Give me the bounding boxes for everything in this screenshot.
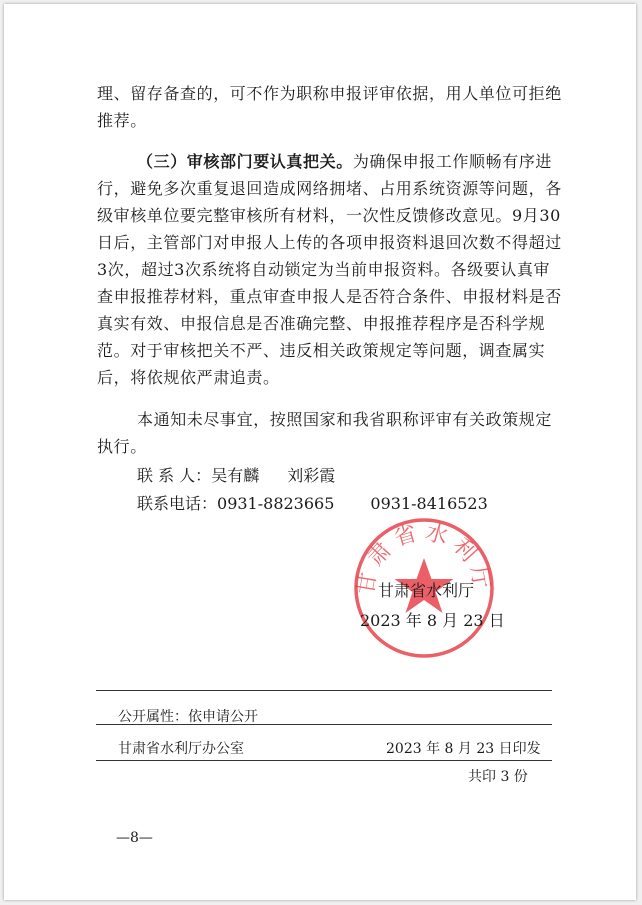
disclosure-attribute: 公开属性：依申请公开 [118,709,258,725]
signing-date: 2023 年 8 月 23 日 [360,611,505,630]
copies-printed: 共印 3 份 [468,769,528,785]
paragraph-1: 理、留存备查的，可不作为职称申报评审依据，用人单位可拒绝推荐。 [97,84,562,130]
paragraph-3: 本通知未尽事宜，按照国家和我省职称评审有关政策规定执行。 [97,410,553,456]
contact-person-line [137,465,335,487]
contact-phone-1: 0931-8823665 [217,494,335,513]
footer-rule-top [96,690,552,691]
contact-person-1: 吴有麟 [211,466,260,485]
signing-organization: 甘肃省水利厅 [378,581,475,600]
contact-phone-label: 联系电话： [137,494,218,513]
footer-rule-bottom [96,760,552,761]
document-page [4,4,636,900]
seal-text: 甘肃省水利厅 [353,519,495,597]
page-number: —8— [116,830,153,846]
section-heading-3: （三）审核部门要认真把关。 [137,152,353,171]
contact-phone-line [137,493,488,515]
paragraph-2-text: 为确保申报工作顺畅有序进行，避免多次重复退回造成网络拥堵、占用系统资源等问题，各级审核单位要完整审核所有材料，一次性反馈修改意见。9月30日后，主管部门对申报人上传的各项申报资料退回次数不得超过3次，超过3次系统将自动锁定为当前申报资料。各级要认真审查申报推荐材料，重点审查申报人是否符合条件、申报材料是否真实有效、申报信息是否准确完整、申报推荐程序是否科学规范。对于审核把关不严、违反相关政策规定等问题，调查属实后，将依规依严肃追责。 [97,152,562,387]
footer-rule-middle [96,724,552,725]
contact-phone-2: 0931-8416523 [370,494,488,513]
issuing-office: 甘肃省水利厅办公室 [118,741,244,757]
paragraph-2 [97,148,562,391]
contact-person-2: 刘彩霞 [287,466,336,485]
contact-person-label: 联 系 人： [137,466,212,485]
print-date: 2023 年 8 月 23 日印发 [386,741,541,757]
